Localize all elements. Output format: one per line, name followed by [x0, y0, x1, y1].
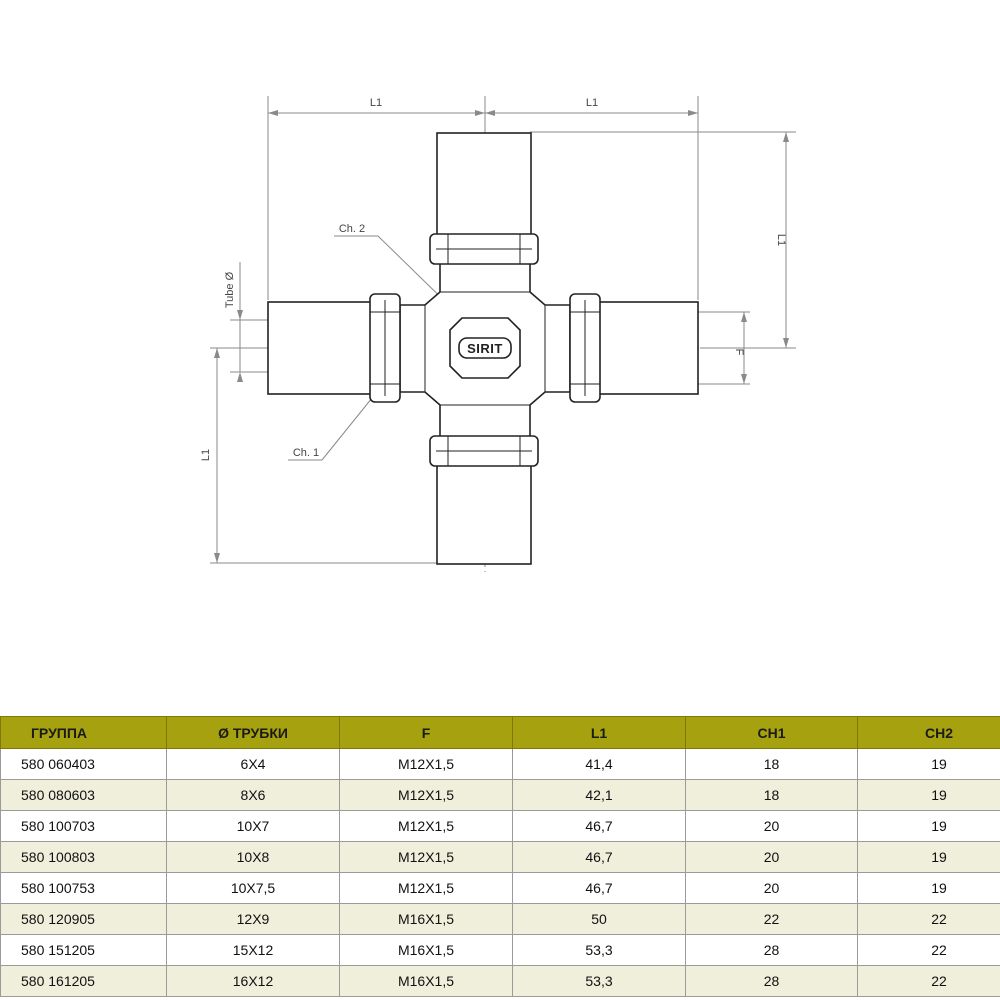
- l1-top-right-label: L1: [585, 97, 599, 109]
- cell-l1: 50: [513, 904, 686, 935]
- f-label: F: [733, 348, 745, 356]
- cell-tube-diameter: 10X7,5: [167, 873, 340, 904]
- table-row: [1, 935, 1000, 966]
- table-row: [1, 749, 1000, 780]
- cell-group: 580 060403: [1, 749, 167, 780]
- right-nut: [570, 294, 600, 402]
- cell-tube-diameter: 6X4: [167, 749, 340, 780]
- cell-f: M12X1,5: [340, 811, 513, 842]
- cell-l1: 46,7: [513, 873, 686, 904]
- cell-group: 580 080603: [1, 780, 167, 811]
- sirit-logo-text: SIRIT: [467, 341, 503, 356]
- table-row: [1, 966, 1000, 997]
- tube-dimension: [224, 262, 268, 382]
- cell-f: M16X1,5: [340, 935, 513, 966]
- table-row: [1, 873, 1000, 904]
- table-row: [1, 842, 1000, 873]
- table-body: [1, 749, 1000, 997]
- ch2-label: Ch. 2: [338, 223, 366, 235]
- l1-left-label: L1: [200, 448, 212, 462]
- cell-ch2: 19: [858, 749, 1000, 780]
- specification-table: [0, 716, 1000, 997]
- left-tube: [268, 302, 372, 394]
- header-ch2: CH2: [858, 717, 1000, 749]
- cell-l1: 53,3: [513, 966, 686, 997]
- cell-f: M12X1,5: [340, 842, 513, 873]
- cell-ch1: 20: [686, 842, 858, 873]
- cell-l1: 53,3: [513, 935, 686, 966]
- cell-f: M12X1,5: [340, 780, 513, 811]
- cell-ch1: 22: [686, 904, 858, 935]
- cell-l1: 41,4: [513, 749, 686, 780]
- cell-group: 580 100703: [1, 811, 167, 842]
- top-tube: [437, 133, 531, 237]
- cell-f: M12X1,5: [340, 749, 513, 780]
- cell-ch2: 19: [858, 842, 1000, 873]
- header-tube-diameter: Ø ТРУБКИ: [167, 717, 340, 749]
- cell-ch2: 19: [858, 811, 1000, 842]
- l1-top-left-label: L1: [369, 97, 383, 109]
- ch1-label: Ch. 1: [292, 447, 320, 459]
- table-row: [1, 811, 1000, 842]
- cell-ch1: 28: [686, 966, 858, 997]
- cell-ch1: 18: [686, 780, 858, 811]
- header-group: ГРУППА: [1, 717, 167, 749]
- l1-right-label: L1: [775, 233, 787, 247]
- bottom-nut: [430, 436, 538, 466]
- header-ch1: CH1: [686, 717, 858, 749]
- cell-f: M16X1,5: [340, 966, 513, 997]
- bottom-tube: [437, 462, 531, 564]
- cell-tube-diameter: 10X8: [167, 842, 340, 873]
- cell-tube-diameter: 10X7: [167, 811, 340, 842]
- specification-table-container: [0, 716, 1000, 997]
- cell-ch1: 20: [686, 811, 858, 842]
- cell-tube-diameter: 12X9: [167, 904, 340, 935]
- cell-tube-diameter: 8X6: [167, 780, 340, 811]
- cell-group: 580 100753: [1, 873, 167, 904]
- ch1-leader: [288, 398, 372, 460]
- cell-f: M16X1,5: [340, 904, 513, 935]
- cell-ch1: 18: [686, 749, 858, 780]
- cell-ch2: 22: [858, 904, 1000, 935]
- table-row: [1, 904, 1000, 935]
- cell-f: M12X1,5: [340, 873, 513, 904]
- left-nut: [370, 294, 400, 402]
- table-row: [1, 780, 1000, 811]
- header-f: F: [340, 717, 513, 749]
- cell-ch2: 22: [858, 935, 1000, 966]
- cell-l1: 42,1: [513, 780, 686, 811]
- tube-diameter-label: Tube Ø: [224, 271, 236, 309]
- cell-ch2: 19: [858, 873, 1000, 904]
- sirit-logo: [459, 338, 511, 358]
- header-l1: L1: [513, 717, 686, 749]
- cell-group: 580 161205: [1, 966, 167, 997]
- cell-l1: 46,7: [513, 842, 686, 873]
- right-tube: [598, 302, 698, 394]
- cell-ch2: 19: [858, 780, 1000, 811]
- cell-ch2: 22: [858, 966, 1000, 997]
- cell-group: 580 120905: [1, 904, 167, 935]
- cell-tube-diameter: 16X12: [167, 966, 340, 997]
- cell-tube-diameter: 15X12: [167, 935, 340, 966]
- cell-l1: 46,7: [513, 811, 686, 842]
- cell-ch1: 28: [686, 935, 858, 966]
- cell-group: 580 151205: [1, 935, 167, 966]
- table-header-row: [1, 717, 1000, 749]
- top-nut: [430, 234, 538, 264]
- cell-group: 580 100803: [1, 842, 167, 873]
- cell-ch1: 20: [686, 873, 858, 904]
